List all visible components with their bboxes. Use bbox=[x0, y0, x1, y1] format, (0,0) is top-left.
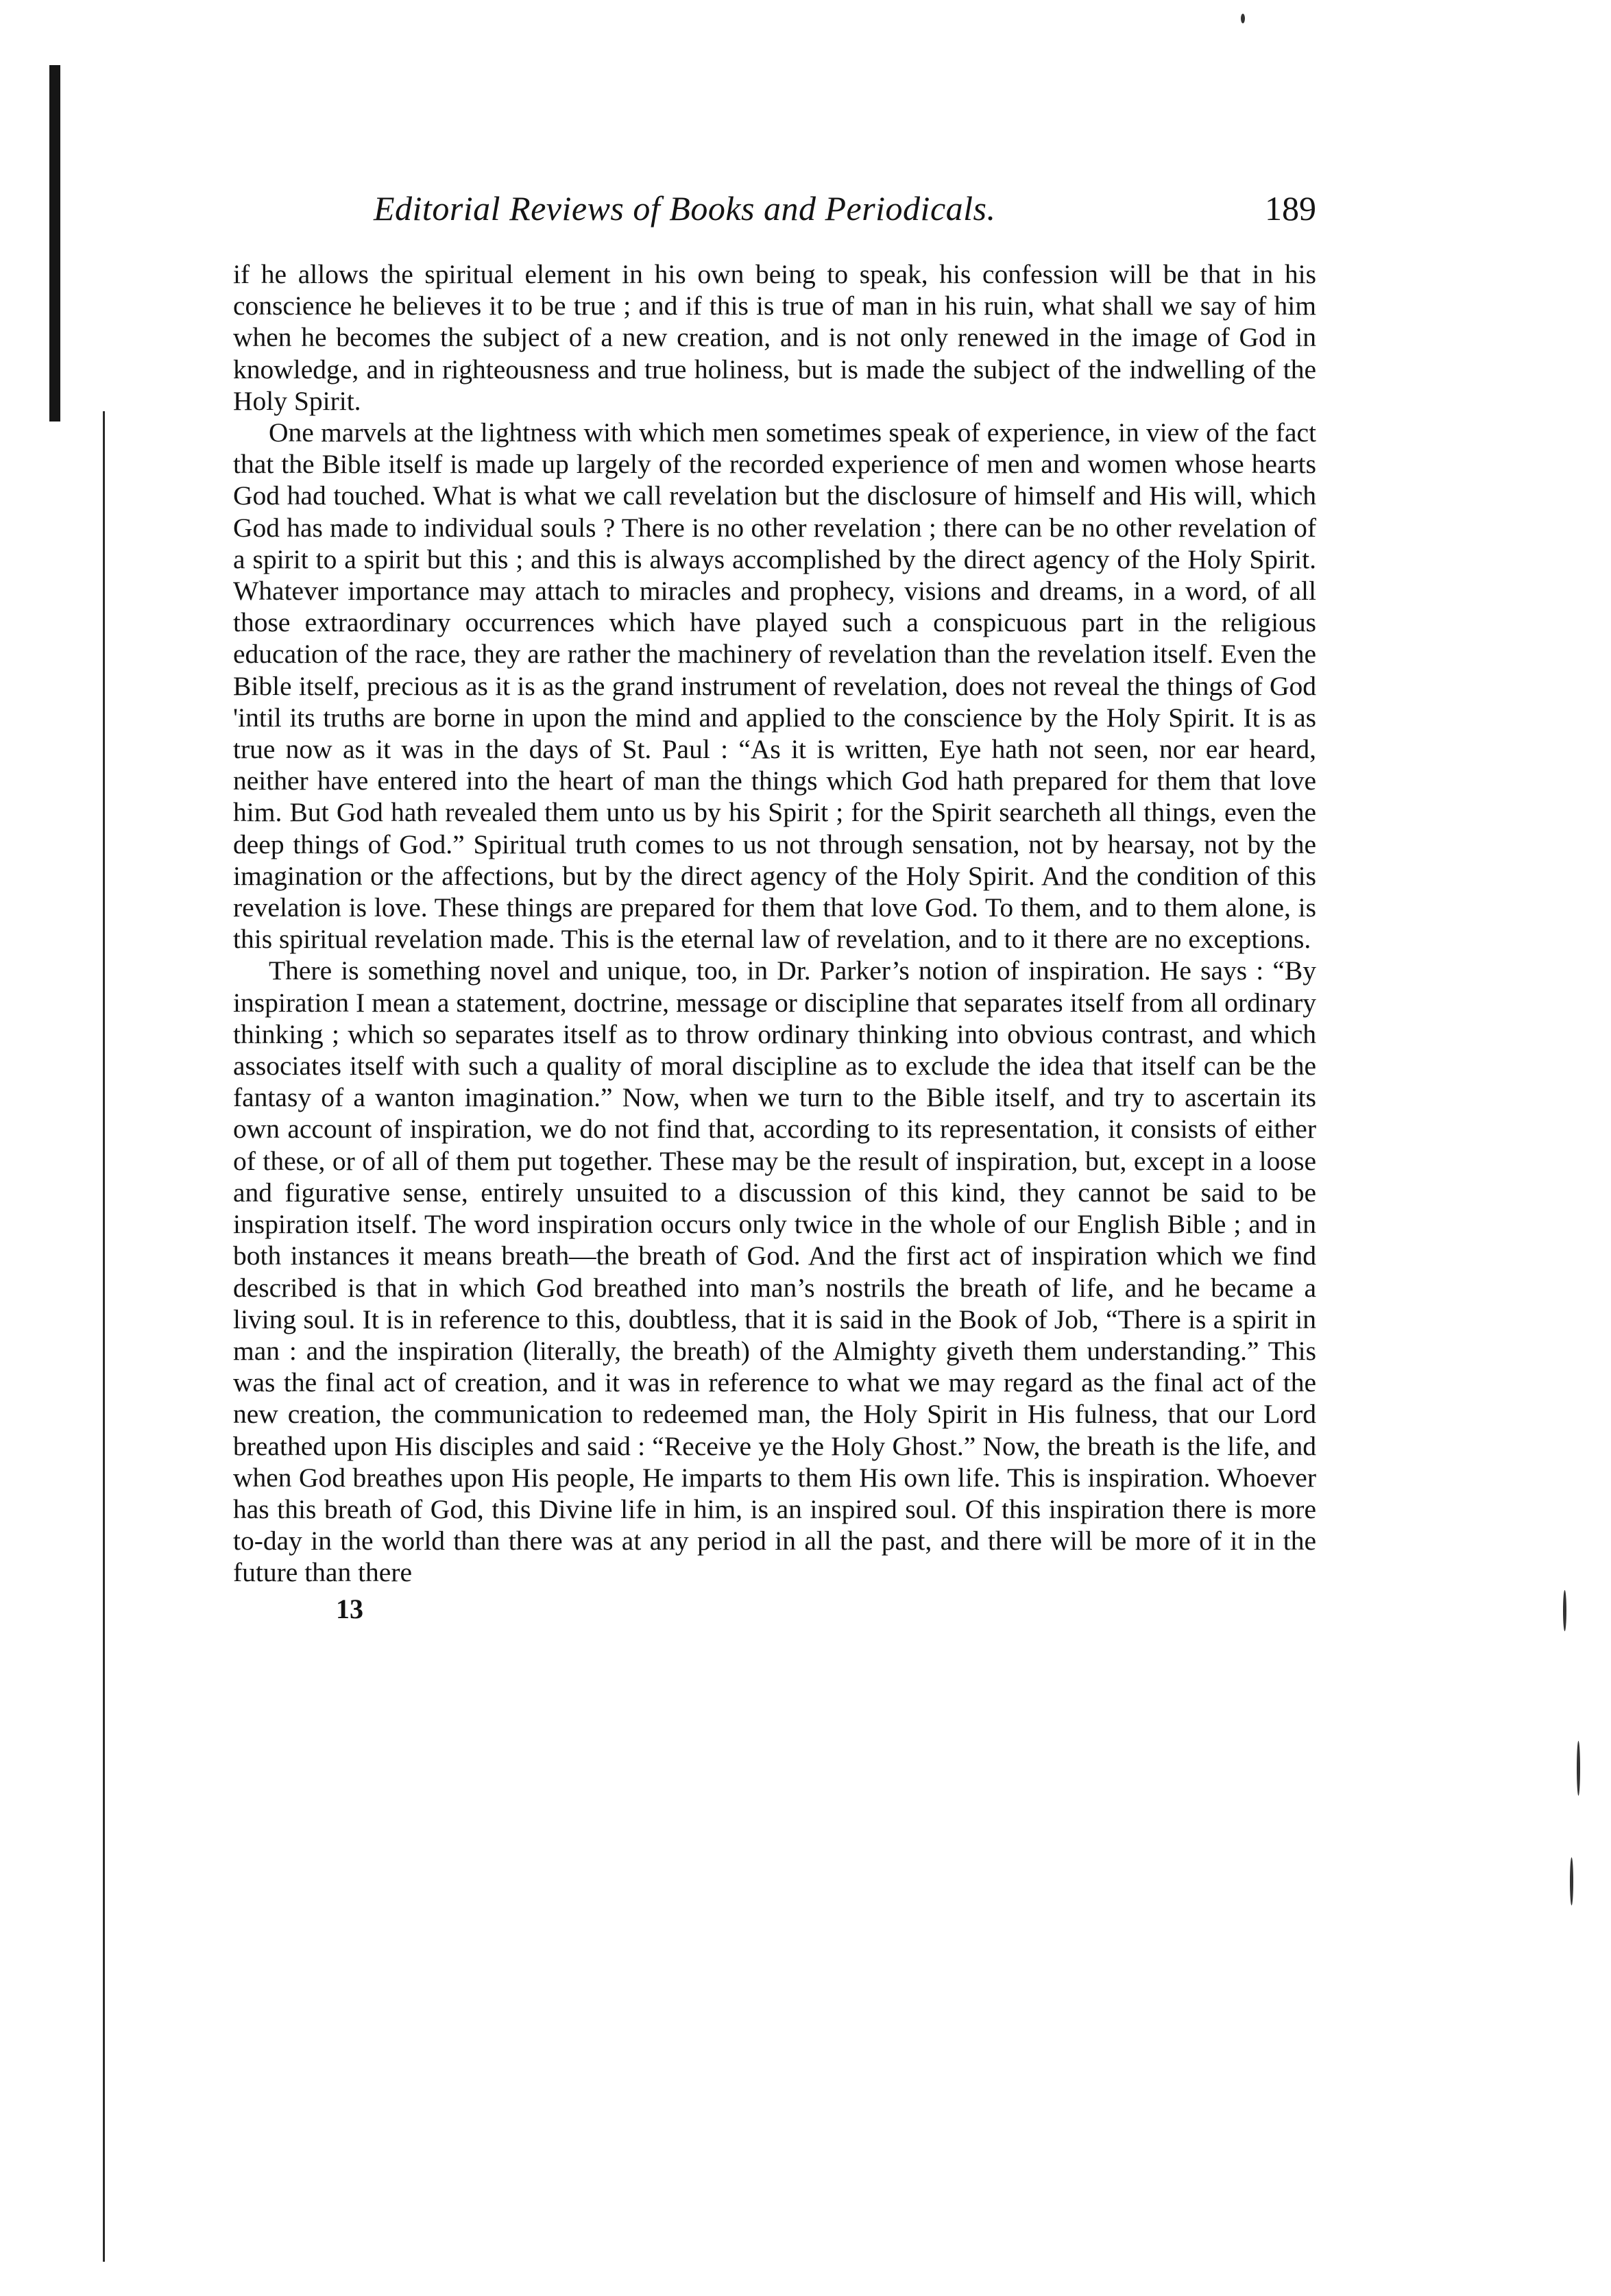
scan-binding-edge bbox=[49, 65, 60, 422]
body-text bbox=[233, 258, 1316, 1589]
scan-speck bbox=[1570, 1857, 1573, 1905]
scan-speck bbox=[1241, 14, 1245, 23]
scan-speck bbox=[1577, 1741, 1580, 1796]
scan-binding-line bbox=[103, 411, 105, 2262]
book-page bbox=[233, 188, 1316, 1625]
paragraph-experience-revelation: One marvels at the lightness with which men sometimes speak of experience, in view of the fact that the Bible itself is made up largely of the recorded experience of men and women whose hearts God had touched. What is what we call revelation but the disclosure of himself and His will, which God has made to individual souls ? There is no other revelation ; there can be no other revelation of a spirit to a spirit but this ; and this is always accomplished by the direct agency of the Holy Spirit. Whatever importance may attach to miracles and prophecy, visions and dreams, in a word, of all those extraordinary occurrences which have played such a conspicuous part in the religious education of the race, they are rather the machinery of revelation than the revelation itself. Even the Bible itself, precious as it is as the grand instrument of revelation, does not reveal the things of God 'intil its truths are borne in upon the mind and applied to the conscience by the Holy Spirit. It is as true now as it was in the days of St. Paul : “As it is written, Eye hath not seen, nor ear heard, neither have entered into the heart of man the things which God hath prepared for them that love him. But God hath revealed them unto us by his Spirit ; for the Spirit searcheth all things, even the deep things of God.” Spiritual truth comes to us not through sensation, not by hearsay, not by the imagination or the affections, but by the direct agency of the Holy Spirit. And the condition of this revelation is love. These things are prepared for them that love God. To them, and to them alone, is this spiritual revelation made. This is the eternal law of revelation, and to it there are no exceptions. bbox=[233, 417, 1316, 955]
running-head bbox=[233, 188, 1316, 243]
paragraph-inspiration: There is something novel and unique, too, in Dr. Parker’s notion of inspiration. He says : “By inspiration I mean a statement, doctrine, message or discipline that separates itself from all ordinary thinking ; which so separates itself as to throw ordinary thinking into obvious contrast, and which associates itself with such a quality of moral discipline as to exclude the idea that itself can be the fantasy of a wanton imagination.” Now, when we turn to the Bible itself, and try to ascertain its own account of inspiration, we do not find that, according to its representation, it consists of either of these, or of all of them put together. These may be the result of inspiration, but, except in a loose and figurative sense, entirely unsuited to a discussion of this kind, they cannot be said to be inspiration itself. The word inspiration occurs only twice in the whole of our English Bible ; and in both instances it means breath—the breath of God. And the first act of inspiration which we find described is that in which God breathed into man’s nostrils the breath of life, and he became a living soul. It is in reference to this, doubtless, that it is said in the Book of Job, “There is a spirit in man : and the inspiration (literally, the breath) of the Almighty giveth them understanding.” This was the final act of creation, and it was in reference to what we may regard as the final act of the new creation, the communication to redeemed man, the Holy Spirit in His fulness, that our Lord breathed upon His disciples and said : “Receive ye the Holy Ghost.” Now, the breath is the life, and when God breathes upon His people, He imparts to them His own life. This is inspiration. Whoever has this breath of God, this Divine life in him, is an inspired soul. Of this inspiration there is more to-day in the world than there was at any period in all the past, and there will be more of it in the future than there bbox=[233, 955, 1316, 1588]
signature-mark: 13 bbox=[336, 1593, 363, 1624]
running-title: Editorial Reviews of Books and Periodicals. bbox=[374, 189, 996, 228]
scan-speck bbox=[1563, 1590, 1566, 1631]
paragraph-continuation: if he allows the spiritual element in his own being to speak, his confession will be that in his conscience he believes it to be true ; and if this is true of man in his ruin, what shall we say of him when he becomes the subject of a new creation, and is not only renewed in the image of God in knowledge, and in righteousness and true holiness, but is made the subject of the indwelling of the Holy Spirit. bbox=[233, 259, 1316, 416]
page-number: 189 bbox=[1265, 189, 1316, 228]
